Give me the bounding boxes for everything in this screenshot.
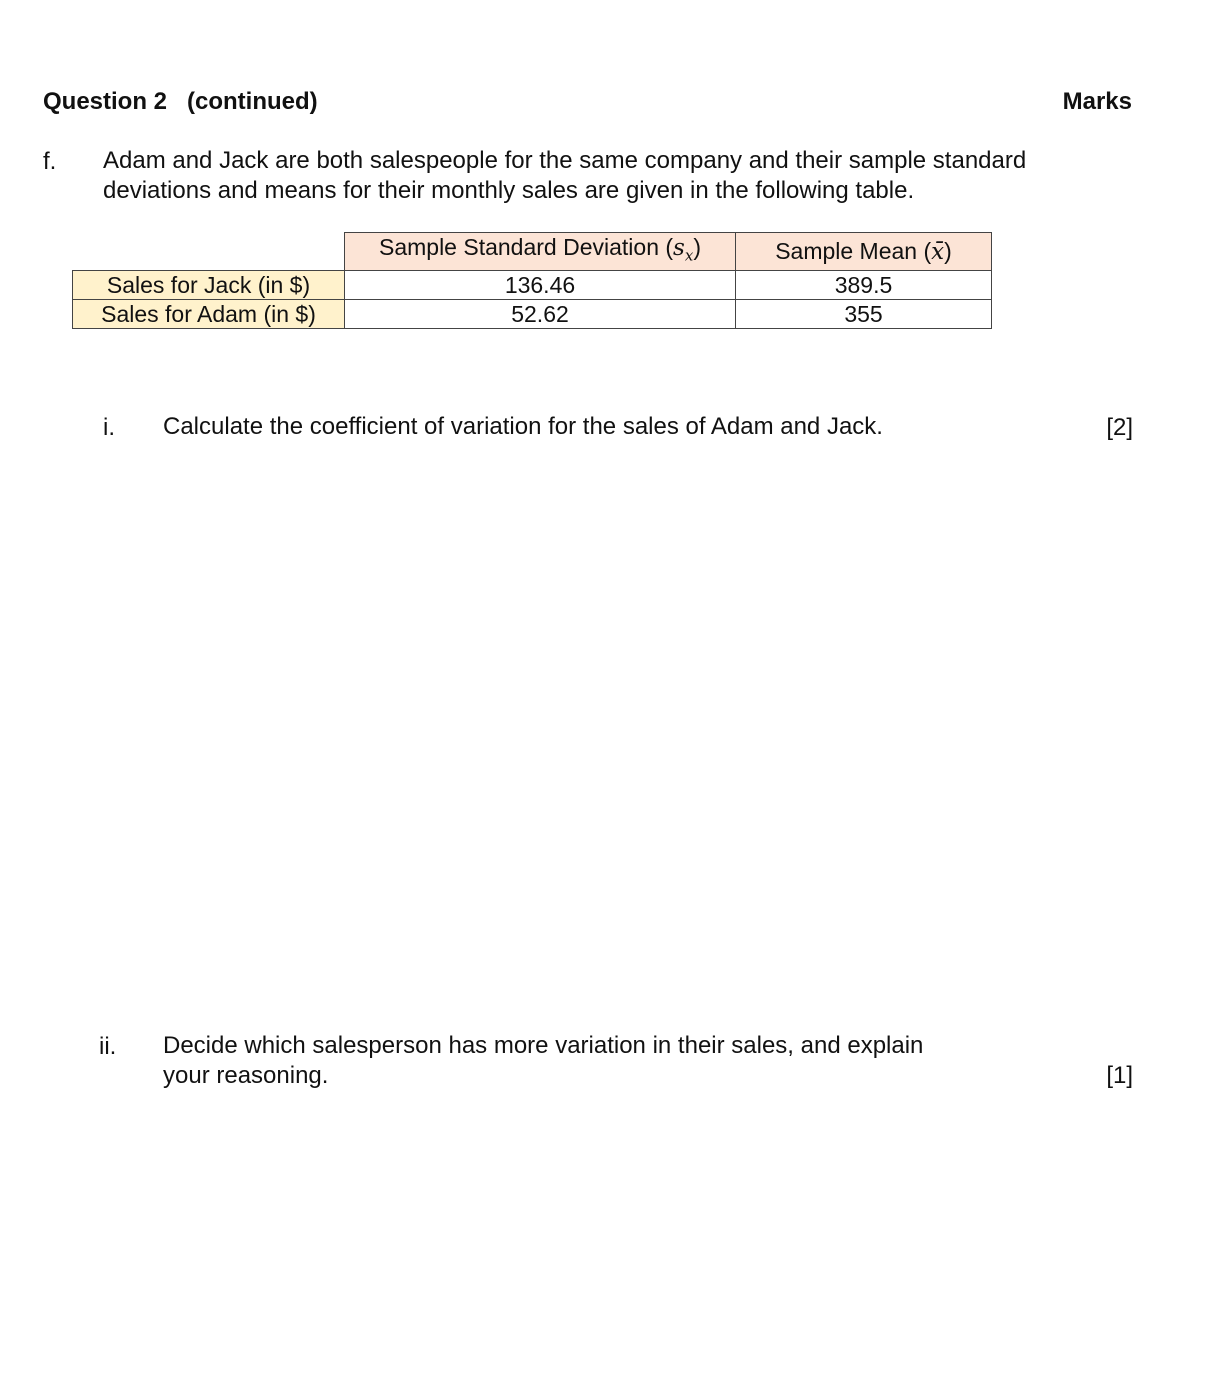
part-i-marks: [2]: [1106, 414, 1133, 441]
jack-sd-cell: 136.46: [345, 270, 736, 299]
table-header-row: [73, 233, 992, 271]
part-f-label: f.: [43, 148, 57, 175]
part-ii-marks: [1]: [1106, 1062, 1133, 1089]
sd-header-label: Sample Standard Deviation (: [378, 234, 674, 260]
table-corner-cell: [73, 233, 345, 271]
mean-column-header: [736, 233, 992, 271]
question-title: Question 2 (continued): [43, 88, 318, 115]
part-ii-text-line1: Decide which salesperson has more variation in their sales, and explain: [163, 1032, 924, 1059]
sd-header-close: ): [693, 234, 701, 260]
sd-header-symbol: s: [673, 235, 685, 261]
sd-header-subscript: x: [684, 246, 694, 265]
sd-column-header: [345, 233, 736, 271]
part-i-label: i.: [103, 414, 115, 441]
mean-header-close: ): [944, 237, 952, 264]
mean-header-symbol: x̄: [931, 238, 945, 265]
sales-table: [72, 232, 992, 329]
mean-header-label: Sample Mean (: [775, 237, 932, 264]
part-f-text: Adam and Jack are both salespeople for the same company and their sample standard deviations and means for their monthly sales are given in the following table.: [103, 147, 1027, 204]
part-ii-label: ii.: [99, 1033, 117, 1060]
marks-heading: Marks: [1062, 88, 1132, 115]
table-row: [73, 270, 992, 299]
row-label-adam: Sales for Adam (in $): [73, 299, 345, 328]
part-i-text: Calculate the coefficient of variation for the sales of Adam and Jack.: [163, 413, 883, 440]
adam-sd-cell: 52.62: [345, 299, 736, 328]
adam-mean-cell: 355: [736, 299, 992, 328]
row-label-jack: Sales for Jack (in $): [73, 270, 345, 299]
part-ii-text-line2: your reasoning.: [163, 1062, 329, 1089]
jack-mean-cell: 389.5: [736, 270, 992, 299]
table-row: [73, 299, 992, 328]
